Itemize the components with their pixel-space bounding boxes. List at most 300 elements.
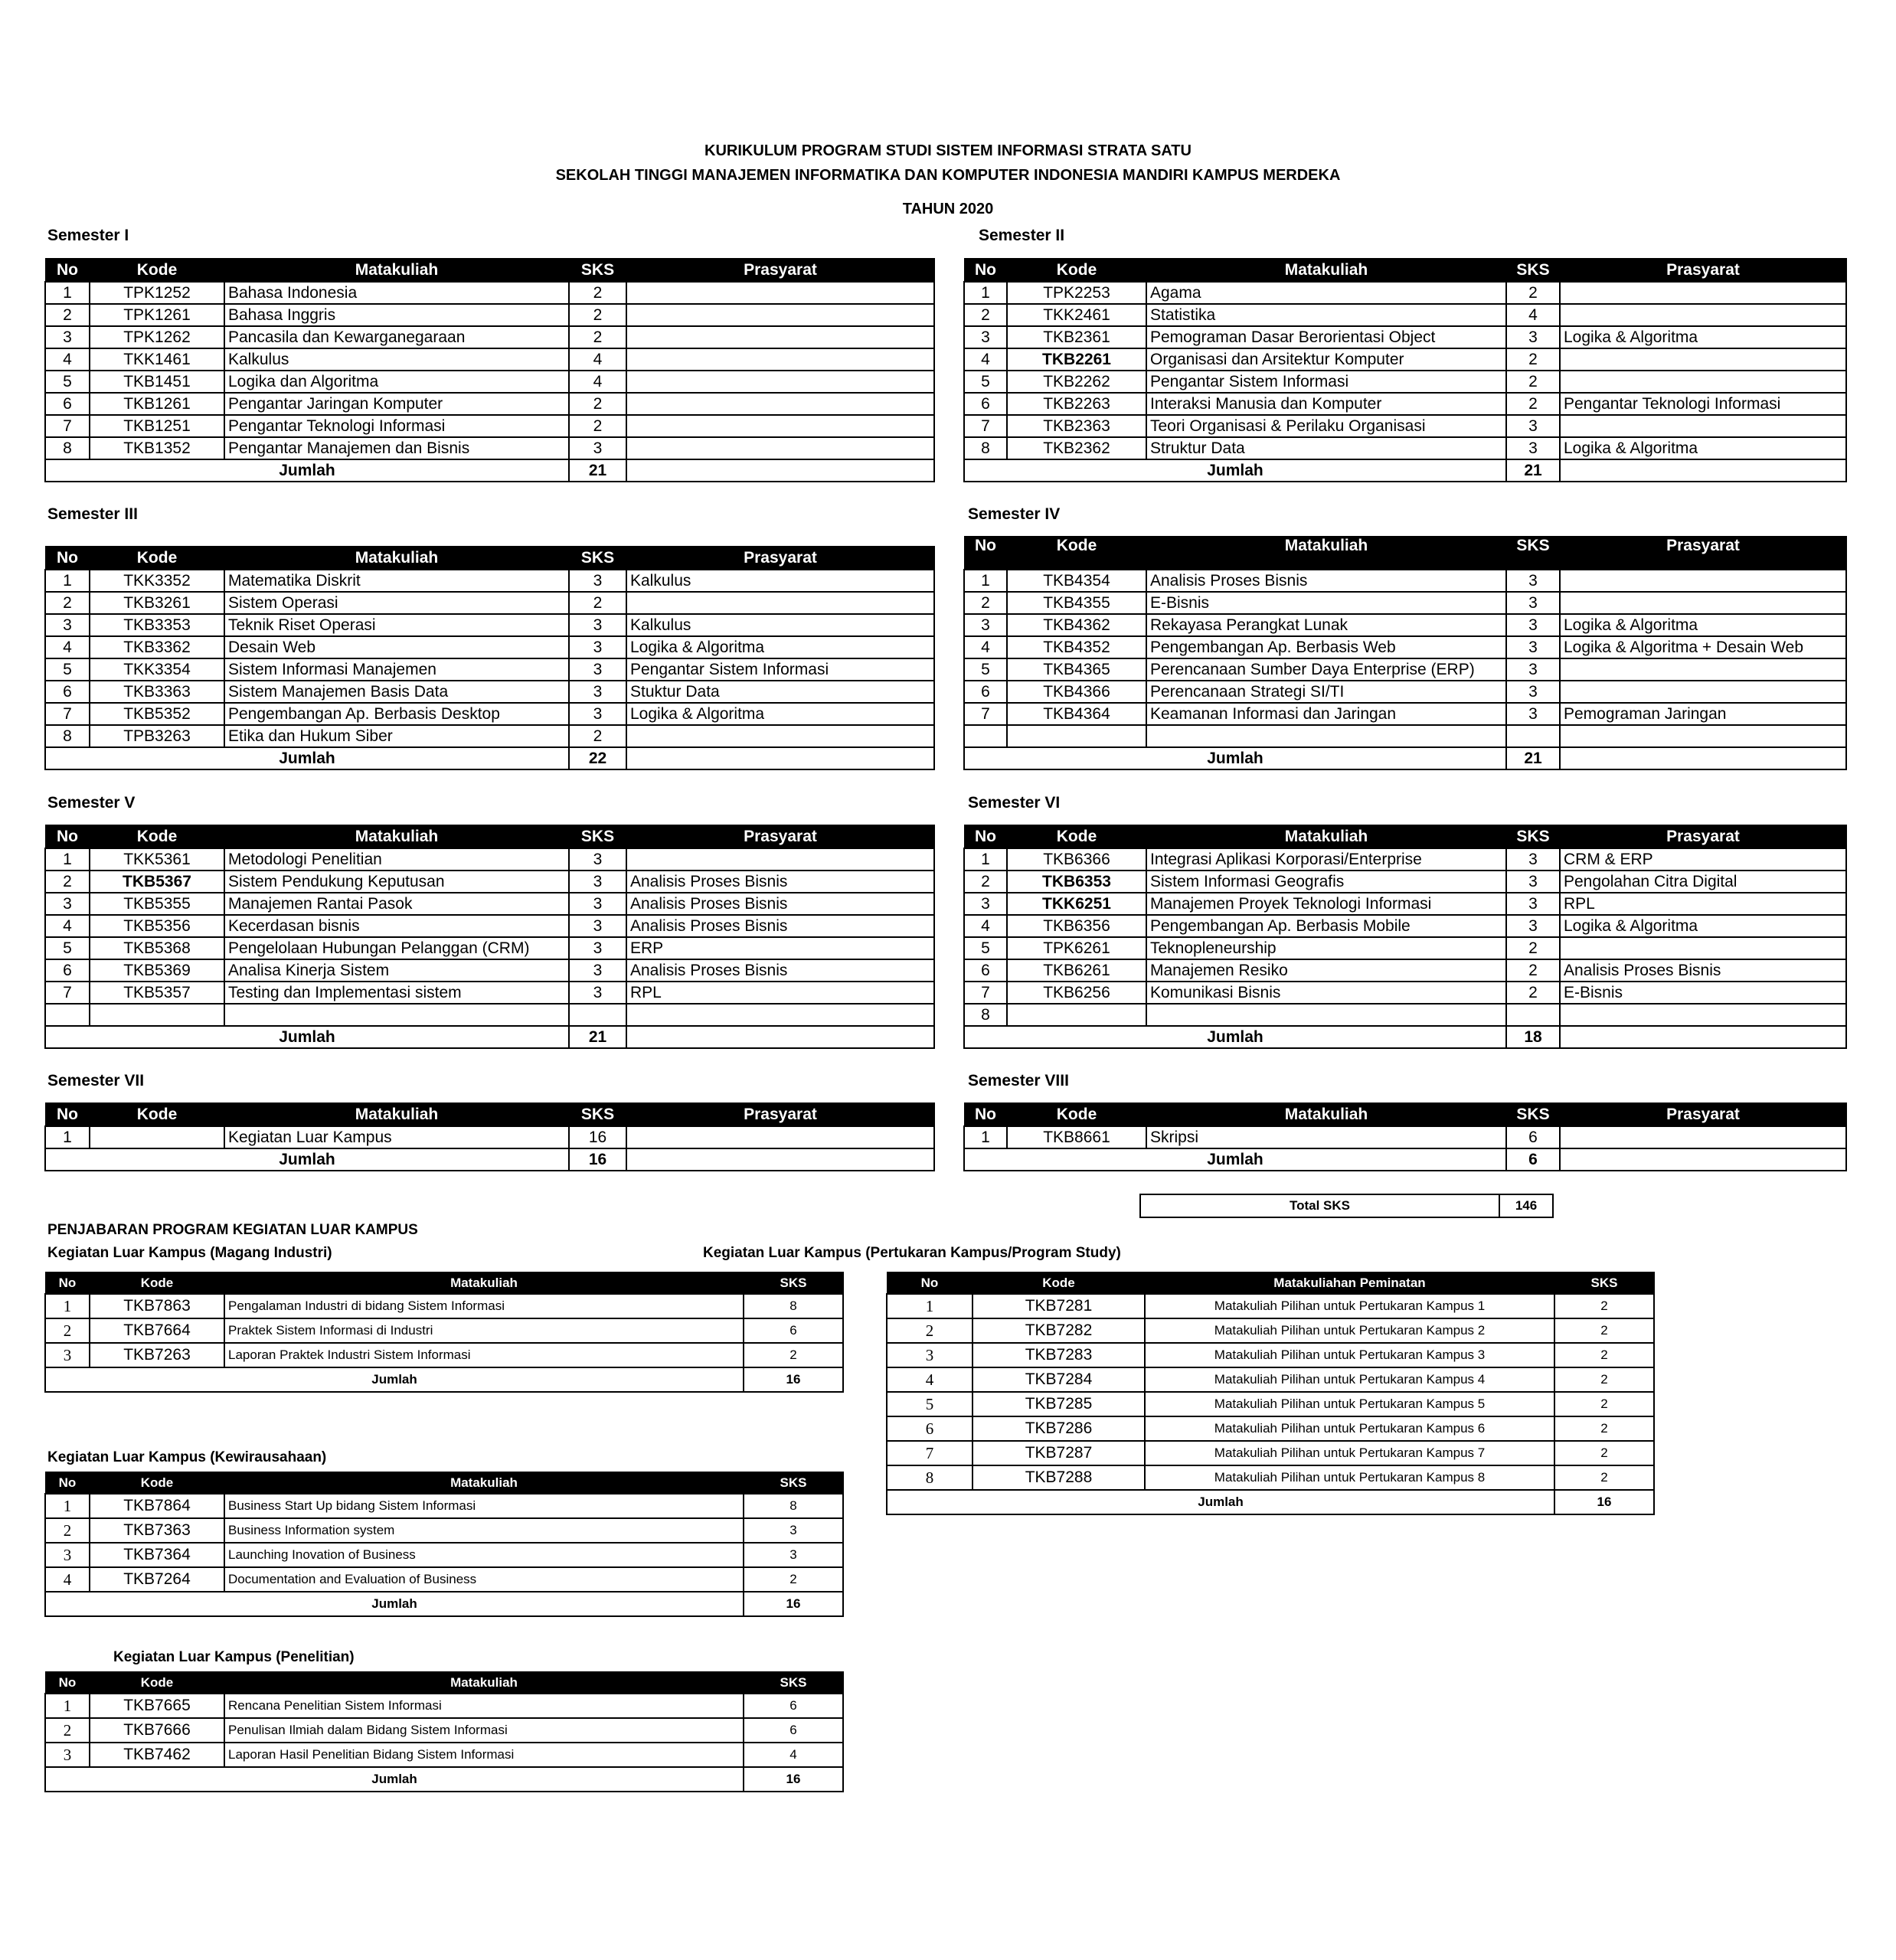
cell-no: 3 [45,326,90,348]
cell-no: 5 [45,658,90,681]
column-header: SKS [1506,1103,1560,1127]
cell-matakuliah: Pengelolaan Hubungan Pelanggan (CRM) [224,937,569,959]
cell-no: 2 [964,304,1007,326]
cell-kode: TKB4364 [1007,703,1146,725]
cell-sks: 3 [1506,658,1560,681]
jumlah-row [887,1490,1654,1514]
cell-kode: TKB7264 [90,1567,224,1592]
klk-table [44,1272,844,1393]
table-row [45,326,934,348]
cell-prasyarat: Logika & Algoritma [1560,614,1846,636]
cell-sks: 2 [1554,1441,1654,1465]
cell-matakuliah: Analisis Proses Bisnis [1146,570,1506,592]
table-row [45,658,934,681]
column-header: Prasyarat [626,825,934,849]
cell-prasyarat: Pengolahan Citra Digital [1560,871,1846,893]
cell-sks: 2 [1554,1367,1654,1392]
column-header: No [45,259,90,283]
cell-sks: 2 [1554,1392,1654,1416]
cell-prasyarat: Pengantar Teknologi Informasi [1560,393,1846,415]
cell-prasyarat: CRM & ERP [1560,848,1846,871]
cell-no: 4 [964,348,1007,371]
table-row [45,570,934,592]
table-row [45,1567,843,1592]
cell-matakuliah: Perencanaan Strategi SI/TI [1146,681,1506,703]
cell-matakuliah: Logika dan Algoritma [224,371,569,393]
table-row [964,304,1846,326]
cell-kode: TKB2361 [1007,326,1146,348]
cell-prasyarat: Logika & Algoritma [1560,437,1846,459]
table-row [887,1294,1654,1318]
cell-sks: 3 [744,1518,843,1543]
jumlah-value: 22 [569,747,626,769]
cell-no: 4 [45,348,90,371]
cell-matakuliah: Sistem Informasi Manajemen [224,658,569,681]
klk-table [44,1671,844,1792]
cell-matakuliah: Praktek Sistem Informasi di Industri [224,1318,744,1343]
cell-matakuliah: Manajemen Rantai Pasok [224,893,569,915]
cell-sks: 2 [569,415,626,437]
table-row [964,393,1846,415]
column-header: Kode [90,1272,224,1295]
cell-prasyarat: Logika & Algoritma [626,636,934,658]
cell-no: 1 [45,1694,90,1718]
semester-label: Semester I [47,227,129,244]
cell-matakuliah: Launching Inovation of Business [224,1543,744,1567]
table-row [964,681,1846,703]
cell-no: 4 [964,636,1007,658]
cell-kode: TKB7263 [90,1343,224,1367]
cell-prasyarat: RPL [1560,893,1846,915]
header-row [964,259,1846,283]
cell-kode: TKB5367 [90,871,224,893]
cell-no: 1 [964,1126,1007,1148]
cell-prasyarat [1560,282,1846,304]
cell-sks: 2 [569,725,626,747]
column-header: Prasyarat [626,1103,934,1127]
cell-matakuliah: Pengembangan Ap. Berbasis Desktop [224,703,569,725]
cell-kode: TKB5356 [90,915,224,937]
cell-matakuliah: Manajemen Proyek Teknologi Informasi [1146,893,1506,915]
cell-no: 7 [45,415,90,437]
column-header: No [964,1103,1007,1127]
cell-matakuliah: Pengalaman Industri di bidang Sistem Informasi [224,1294,744,1318]
jumlah-label: Jumlah [964,459,1506,482]
cell-prasyarat [1560,1126,1846,1148]
cell-sks: 3 [1506,915,1560,937]
cell-matakuliah: Matakuliah Pilihan untuk Pertukaran Kampus 5 [1145,1392,1554,1416]
cell-no: 3 [45,1343,90,1367]
cell-prasyarat [1560,725,1846,747]
cell-matakuliah: Business Start Up bidang Sistem Informasi [224,1494,744,1518]
cell-prasyarat [626,415,934,437]
table-row [964,614,1846,636]
cell-no: 3 [887,1343,973,1367]
table-row [45,304,934,326]
column-header: No [964,537,1007,570]
cell-no: 7 [964,415,1007,437]
table-row [964,915,1846,937]
cell-matakuliah: Rekayasa Perangkat Lunak [1146,614,1506,636]
cell-sks: 3 [569,848,626,871]
cell-sks: 2 [1506,959,1560,982]
cell-kode: TKB1261 [90,393,224,415]
cell-sks: 16 [569,1126,626,1148]
semester-label: Semester II [979,227,1065,244]
cell-kode: TPK2253 [1007,282,1146,304]
cell-prasyarat [626,348,934,371]
semester-label: Semester V [47,794,136,812]
cell-prasyarat: RPL [626,982,934,1004]
table-row [964,570,1846,592]
cell-sks: 3 [569,959,626,982]
table-row [45,1718,843,1743]
cell-matakuliah: Pengantar Sistem Informasi [1146,371,1506,393]
semester-table [963,1102,1847,1171]
doc-title-line1: KURIKULUM PROGRAM STUDI SISTEM INFORMASI STRATA SATU [704,142,1192,159]
cell-no: 8 [45,725,90,747]
jumlah-empty [626,747,934,769]
cell-sks: 2 [1506,371,1560,393]
column-header: Kode [1007,537,1146,570]
cell-no: 2 [45,871,90,893]
jumlah-label: Jumlah [45,1767,744,1792]
cell-prasyarat: Kalkulus [626,570,934,592]
cell-no: 8 [964,437,1007,459]
jumlah-value: 21 [569,1026,626,1048]
table-row [964,326,1846,348]
cell-kode: TPK1252 [90,282,224,304]
column-header: Matakuliah [224,1672,744,1694]
cell-matakuliah: Matakuliah Pilihan untuk Pertukaran Kampus 3 [1145,1343,1554,1367]
cell-kode: TKB3362 [90,636,224,658]
cell-kode: TKB6256 [1007,982,1146,1004]
semester-table [963,536,1847,770]
cell-kode: TKB7285 [973,1392,1145,1416]
table-row [964,703,1846,725]
cell-sks: 3 [569,570,626,592]
cell-sks: 2 [1554,1465,1654,1490]
table-row [45,1743,843,1767]
table-row [45,848,934,871]
column-header: No [45,825,90,849]
cell-kode: TKB5357 [90,982,224,1004]
column-header: SKS [569,1103,626,1127]
column-header: Matakuliah [1146,825,1506,849]
cell-sks: 3 [1506,871,1560,893]
jumlah-label: Jumlah [45,747,569,769]
cell-no: 2 [45,304,90,326]
column-header: Kode [90,259,224,283]
table-row [887,1416,1654,1441]
cell-sks: 3 [1506,703,1560,725]
jumlah-label: Jumlah [45,1148,569,1171]
cell-no: 7 [45,703,90,725]
cell-no: 8 [45,437,90,459]
jumlah-label: Jumlah [887,1490,1554,1514]
cell-kode: TKB2363 [1007,415,1146,437]
cell-matakuliah: Kecerdasan bisnis [224,915,569,937]
cell-kode: TKK3354 [90,658,224,681]
total-sks-label: Total SKS [1140,1194,1499,1217]
cell-sks: 2 [1554,1416,1654,1441]
cell-sks: 6 [744,1694,843,1718]
jumlah-empty [626,1148,934,1171]
cell-sks: 3 [1506,893,1560,915]
jumlah-value: 16 [569,1148,626,1171]
cell-matakuliah: Bahasa Indonesia [224,282,569,304]
column-header: No [45,547,90,570]
cell-no: 3 [964,326,1007,348]
cell-no: 4 [964,915,1007,937]
cell-kode [1007,1004,1146,1026]
cell-no: 3 [45,614,90,636]
cell-sks: 2 [744,1567,843,1592]
cell-no: 7 [45,982,90,1004]
cell-prasyarat [626,725,934,747]
column-header: Prasyarat [626,547,934,570]
semester-label: Semester VII [47,1072,145,1089]
cell-prasyarat: Logika & Algoritma [626,703,934,725]
jumlah-label: Jumlah [45,1592,744,1616]
column-header: No [45,1672,90,1694]
table-row [887,1392,1654,1416]
jumlah-row [45,747,934,769]
cell-sks: 3 [1506,681,1560,703]
cell-prasyarat [1560,304,1846,326]
cell-kode: TKB7462 [90,1743,224,1767]
cell-matakuliah: Etika dan Hukum Siber [224,725,569,747]
jumlah-label: Jumlah [964,747,1506,769]
table-row [887,1318,1654,1343]
header-row [45,1272,843,1295]
table-row [45,371,934,393]
cell-kode: TKB4352 [1007,636,1146,658]
table-row [45,437,934,459]
cell-sks: 6 [1506,1126,1560,1148]
jumlah-row [964,1148,1846,1171]
cell-sks [1506,725,1560,747]
table-row [45,636,934,658]
klk-label: Kegiatan Luar Kampus (Magang Industri) [47,1245,332,1261]
total-sks-value: 146 [1499,1194,1553,1217]
cell-no: 7 [887,1441,973,1465]
cell-sks: 2 [1506,282,1560,304]
cell-sks: 6 [744,1718,843,1743]
column-header: Kode [1007,825,1146,849]
cell-kode: TKB7666 [90,1718,224,1743]
cell-matakuliah: Pengantar Teknologi Informasi [224,415,569,437]
column-header: Matakuliah [224,1103,569,1127]
header-row [45,1672,843,1694]
cell-no: 6 [964,681,1007,703]
cell-prasyarat [626,371,934,393]
cell-matakuliah: Matakuliah Pilihan untuk Pertukaran Kampus 6 [1145,1416,1554,1441]
cell-matakuliah: Matakuliah Pilihan untuk Pertukaran Kampus 2 [1145,1318,1554,1343]
jumlah-label: Jumlah [45,459,569,482]
cell-kode: TKK6251 [1007,893,1146,915]
klk-label: Kegiatan Luar Kampus (Pertukaran Kampus/Program Study) [703,1245,1121,1261]
cell-matakuliah: Matakuliah Pilihan untuk Pertukaran Kampus 1 [1145,1294,1554,1318]
table-row [45,282,934,304]
cell-matakuliah: Integrasi Aplikasi Korporasi/Enterprise [1146,848,1506,871]
klk-section-title: PENJABARAN PROGRAM KEGIATAN LUAR KAMPUS [47,1222,418,1238]
table-row [45,415,934,437]
cell-kode: TKK2461 [1007,304,1146,326]
cell-kode: TKB8661 [1007,1126,1146,1148]
table-row [45,1294,843,1318]
table-row [45,959,934,982]
cell-matakuliah: Sistem Pendukung Keputusan [224,871,569,893]
header-row [45,1103,934,1127]
klk-table [44,1472,844,1617]
table-row [964,937,1846,959]
jumlah-empty [1560,747,1846,769]
cell-prasyarat: Logika & Algoritma + Desain Web [1560,636,1846,658]
cell-matakuliah: Sistem Informasi Geografis [1146,871,1506,893]
cell-sks: 4 [569,348,626,371]
cell-matakuliah [1146,725,1506,747]
table-row [45,725,934,747]
cell-prasyarat: Stuktur Data [626,681,934,703]
cell-matakuliah: Analisa Kinerja Sistem [224,959,569,982]
klk-label: Kegiatan Luar Kampus (Kewirausahaan) [47,1449,327,1465]
cell-prasyarat: Analisis Proses Bisnis [626,871,934,893]
jumlah-empty [626,1026,934,1048]
cell-matakuliah: Documentation and Evaluation of Business [224,1567,744,1592]
cell-no: 3 [964,614,1007,636]
cell-matakuliah: Statistika [1146,304,1506,326]
cell-sks: 8 [744,1294,843,1318]
cell-sks: 3 [569,937,626,959]
cell-matakuliah: Matematika Diskrit [224,570,569,592]
cell-kode: TKB2362 [1007,437,1146,459]
cell-sks: 2 [569,393,626,415]
table-row [45,937,934,959]
jumlah-row [45,459,934,482]
cell-matakuliah: Business Information system [224,1518,744,1543]
cell-prasyarat: ERP [626,937,934,959]
cell-kode: TKB5352 [90,703,224,725]
cell-no: 1 [45,1294,90,1318]
cell-kode: TKB6356 [1007,915,1146,937]
cell-no: 1 [964,282,1007,304]
column-header: Kode [973,1272,1145,1295]
cell-matakuliah: Testing dan Implementasi sistem [224,982,569,1004]
cell-matakuliah: Metodologi Penelitian [224,848,569,871]
cell-kode: TPK1262 [90,326,224,348]
cell-prasyarat [1560,570,1846,592]
table-row [964,636,1846,658]
column-header: SKS [1506,537,1560,570]
cell-kode: TKB3261 [90,592,224,614]
cell-no: 1 [45,1126,90,1148]
semester-table [963,258,1847,482]
cell-prasyarat [626,326,934,348]
table-row [964,415,1846,437]
cell-matakuliah: Penulisan Ilmiah dalam Bidang Sistem Informasi [224,1718,744,1743]
cell-matakuliah: Organisasi dan Arsitektur Komputer [1146,348,1506,371]
cell-sks: 3 [744,1543,843,1567]
semester-label: Semester IV [968,505,1061,523]
cell-no: 6 [964,393,1007,415]
header-row [964,1103,1846,1127]
jumlah-row [964,459,1846,482]
column-header: No [45,1103,90,1127]
cell-sks: 2 [1554,1318,1654,1343]
cell-prasyarat [626,393,934,415]
column-header: No [887,1272,973,1295]
column-header: No [45,1472,90,1494]
cell-prasyarat: Analisis Proses Bisnis [1560,959,1846,982]
header-row [45,825,934,849]
cell-matakuliah: Skripsi [1146,1126,1506,1148]
cell-kode: TKB6353 [1007,871,1146,893]
cell-no: 1 [45,570,90,592]
cell-kode: TKB7287 [973,1441,1145,1465]
header-row [45,1472,843,1494]
table-row [45,982,934,1004]
cell-no: 4 [887,1367,973,1392]
cell-no: 2 [45,1718,90,1743]
cell-sks [569,1004,626,1026]
table-row [887,1441,1654,1465]
cell-sks: 3 [569,915,626,937]
column-header: No [964,825,1007,849]
column-header: SKS [1506,259,1560,283]
cell-sks: 6 [744,1318,843,1343]
jumlah-row [964,1026,1846,1048]
semester-label: Semester VIII [968,1072,1069,1089]
cell-sks: 3 [1506,614,1560,636]
table-row [964,437,1846,459]
cell-sks: 2 [569,282,626,304]
cell-sks: 2 [1554,1294,1654,1318]
cell-kode: TKB2261 [1007,348,1146,371]
semester-table [44,258,935,482]
cell-matakuliah: Struktur Data [1146,437,1506,459]
cell-sks: 8 [744,1494,843,1518]
cell-matakuliah: Sistem Manajemen Basis Data [224,681,569,703]
cell-no: 6 [887,1416,973,1441]
table-row [45,1126,934,1148]
cell-no: 1 [964,848,1007,871]
column-header: No [45,1272,90,1295]
cell-sks: 3 [569,437,626,459]
table-row [964,893,1846,915]
total-sks-table [1139,1194,1554,1218]
cell-prasyarat: E-Bisnis [1560,982,1846,1004]
cell-sks: 3 [569,636,626,658]
table-row [45,915,934,937]
cell-sks: 2 [744,1343,843,1367]
cell-prasyarat [1560,658,1846,681]
cell-kode: TPB3263 [90,725,224,747]
cell-sks: 2 [1506,393,1560,415]
table-row [45,1543,843,1567]
cell-kode: TKB5368 [90,937,224,959]
cell-kode [90,1004,224,1026]
table-row [964,959,1846,982]
column-header: SKS [744,1672,843,1694]
cell-kode: TKB1251 [90,415,224,437]
semester-table [44,1102,935,1171]
cell-matakuliah: Desain Web [224,636,569,658]
column-header: Prasyarat [1560,825,1846,849]
cell-no: 6 [45,393,90,415]
header-row [887,1272,1654,1295]
table-row [887,1465,1654,1490]
